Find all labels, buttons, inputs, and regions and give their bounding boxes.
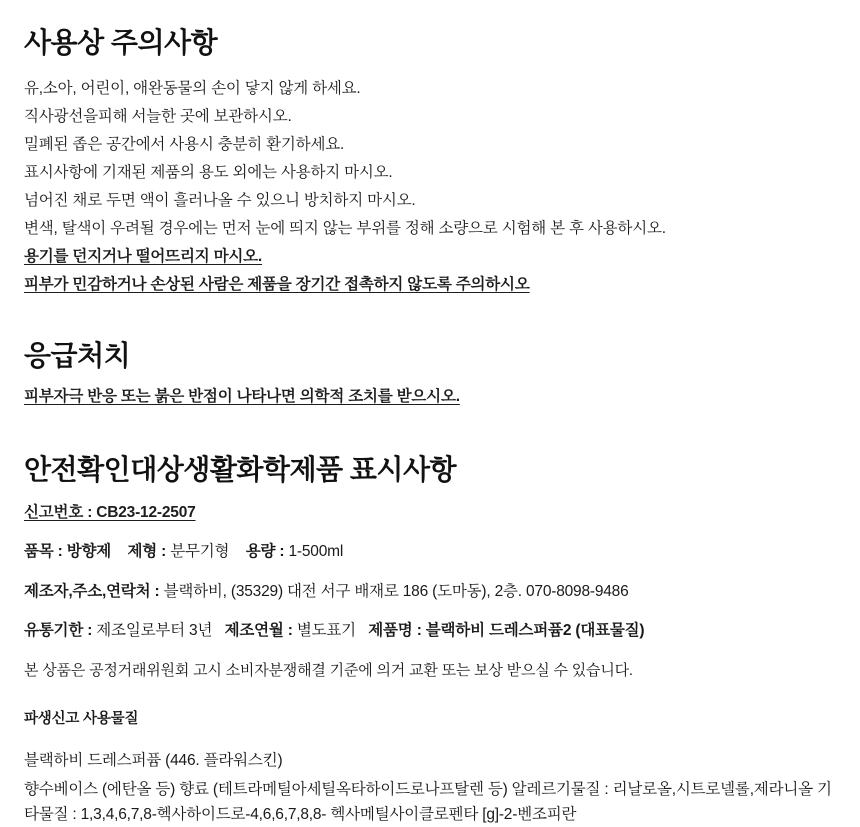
consumer-dispute-note: 본 상품은 공정거래위원회 고시 소비자분쟁해결 기준에 의거 교환 또는 보상 받으실 수 있습니다. bbox=[24, 661, 633, 679]
precautions-list bbox=[24, 76, 836, 297]
manufacturer-label: 제조자,주소,연락처 : bbox=[24, 582, 160, 600]
type-value: 분무기형 bbox=[170, 543, 230, 561]
precaution-line: 직사광선을피해 서늘한 곳에 보관하시오. bbox=[24, 107, 292, 125]
expiry-row bbox=[24, 619, 836, 643]
precaution-line: 변색, 탈색이 우려될 경우에는 먼저 눈에 띄지 않는 부위를 정해 소량으로 시험해 본 후 사용하시오. bbox=[24, 219, 666, 237]
first-aid-line: 피부자극 반응 또는 붉은 반점이 나타나면 의학적 조치를 받으시오. bbox=[24, 388, 460, 406]
label-info-block bbox=[24, 501, 836, 683]
precaution-line: 넘어진 채로 두면 액이 흘러나올 수 있으니 방치하지 마시오. bbox=[24, 191, 416, 209]
item-label: 품목 : bbox=[24, 543, 63, 561]
derived-ingredients: 향수베이스 (에탄올 등) 향료 (테트라메틸아세틸옥타하이드로나프탈렌 등) 알레르기물질 : 리날로올,시트로넬롤,제라니올 기타물질 : 1,3,4,6,7,8-헥사하이드로-4,6,6,7,8,8- 헥사메틸사이클로펜타 [g]-2-벤조피란 bbox=[24, 780, 832, 823]
derived-product-name: 블랙하비 드레스퍼퓸 (446. 플라워스킨) bbox=[24, 751, 283, 769]
label-section-heading: 안전확인대상생활화학제품 표시사항 bbox=[24, 454, 457, 486]
mfg-date-value: 별도표기 bbox=[296, 622, 356, 640]
item-value: 방향제 bbox=[66, 543, 112, 561]
volume-label: 용량 : bbox=[245, 543, 285, 561]
item-row bbox=[24, 540, 836, 564]
precaution-line: 표시사항에 기재된 제품의 용도 외에는 사용하지 마시오. bbox=[24, 163, 393, 181]
manufacturer-value: 블랙하비, (35329) 대전 서구 배재로 186 (도마동), 2층. 070-8098-9486 bbox=[163, 582, 629, 600]
mfg-date-label: 제조연월 : bbox=[224, 622, 293, 640]
expiry-value: 제조일로부터 3년 bbox=[96, 622, 213, 640]
product-name-label: 제품명 : bbox=[368, 622, 422, 640]
precautions-heading: 사용상 주의사항 bbox=[24, 27, 218, 58]
first-aid-heading: 응급처치 bbox=[24, 339, 131, 371]
product-name-value: 블랙하비 드레스퍼퓸2 (대표물질) bbox=[425, 622, 645, 640]
expiry-label: 유통기한 : bbox=[24, 622, 93, 640]
type-label: 제형 : bbox=[127, 543, 167, 561]
precaution-line-emphasis: 용기를 던지거나 떨어뜨리지 마시오. bbox=[24, 247, 263, 265]
volume-value: 1-500ml bbox=[288, 543, 344, 561]
report-number: 신고번호 : CB23-12-2507 bbox=[24, 503, 196, 521]
precaution-line: 밀폐된 좁은 공간에서 사용시 충분히 환기하세요. bbox=[24, 135, 345, 153]
derived-substances-heading: 파생신고 사용물질 bbox=[24, 710, 139, 727]
precaution-line: 유,소아, 어린이, 애완동물의 손이 닿지 않게 하세요. bbox=[24, 79, 361, 97]
precaution-line-emphasis: 피부가 민감하거나 손상된 사람은 제품을 장기간 접촉하지 않도록 주의하시오 bbox=[24, 275, 530, 293]
manufacturer-row bbox=[24, 580, 836, 604]
